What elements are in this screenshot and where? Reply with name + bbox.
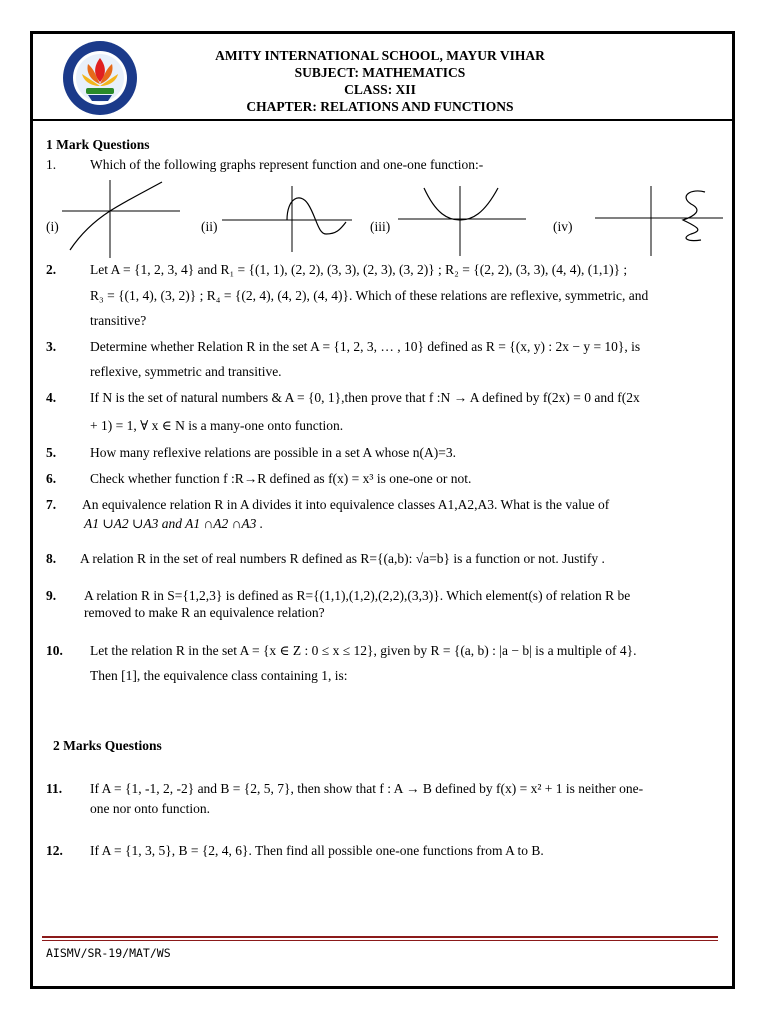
subject-title: SUBJECT: MATHEMATICS	[294, 65, 466, 80]
q6-text: Check whether function f :R→R defined as f(x) = x³ is one-one or not.	[90, 471, 472, 486]
header-divider	[33, 119, 732, 121]
q7-line1: An equivalence relation R in A divides it into equivalence classes A1,A2,A3. What is the value of	[82, 497, 610, 512]
graph-iv	[595, 186, 723, 256]
q2-line1: Let A = {1, 2, 3, 4} and R₁ = {(1, 1), (2, 2), (3, 3), (2, 3), (3, 2)} ; R₂ = {(2, 2), (3, 3), (4, 4), (1,1)} ;	[90, 262, 628, 277]
graph-i	[62, 180, 180, 258]
q6-number: 6.	[46, 471, 57, 486]
q2-line2: R₃ = {(1, 4), (3, 2)} ; R₄ = {(2, 4), (4, 2), (4, 4)}. Which of these relations are reflexive, symmetric, and	[90, 288, 649, 303]
graph-label-ii: (ii)	[201, 219, 218, 234]
graph-ii	[222, 186, 352, 252]
q12-text: If A = {1, 3, 5}, B = {2, 4, 6}. Then find all possible one-one functions from A to B.	[90, 843, 544, 858]
q1-text: Which of the following graphs represent function and one-one function:-	[90, 157, 484, 172]
q7-line2: A1 ∪A2 ∪A3 and A1 ∩A2 ∩A3 .	[84, 516, 264, 531]
q10-number: 10.	[46, 643, 63, 658]
q10-line1: Let the relation R in the set A = {x ∈ Z : 0 ≤ x ≤ 12}, given by R = {(a, b) : |a − b| is a multiple of 4}.	[90, 643, 637, 658]
q3-line2: reflexive, symmetric and transitive.	[90, 364, 282, 379]
q5-text: How many reflexive relations are possible in a set A whose n(A)=3.	[90, 445, 457, 460]
graph-label-i: (i)	[46, 219, 59, 234]
q4-line2: + 1) = 1, ∀ x ∈ N is a many-one onto function.	[90, 418, 344, 433]
q4-line1: If N is the set of natural numbers & A = {0, 1},then prove that f :N → A defined by f(2x) = 0 and f(2x	[90, 390, 640, 405]
q7-number: 7.	[46, 497, 57, 512]
q3-number: 3.	[46, 339, 57, 354]
q8-number: 8.	[46, 551, 57, 566]
q9-number: 9.	[46, 588, 57, 603]
graph-label-iv: (iv)	[553, 219, 573, 234]
q9-line2: removed to make R an equivalence relation?	[84, 605, 325, 620]
q4-number: 4.	[46, 390, 57, 405]
q2-line3: transitive?	[90, 313, 147, 328]
q1-number: 1.	[46, 157, 57, 172]
q5-number: 5.	[46, 445, 57, 460]
q12-number: 12.	[46, 843, 63, 858]
section-title-2marks: 2 Marks Questions	[53, 738, 162, 753]
class-title: CLASS: XII	[344, 82, 416, 97]
q2-number: 2.	[46, 262, 57, 277]
q11-number: 11.	[46, 781, 63, 796]
graph-label-iii: (iii)	[370, 219, 391, 234]
q3-line1: Determine whether Relation R in the set A = {1, 2, 3, … , 10} defined as R = {(x, y) : 2x − y = 10}, is	[90, 339, 641, 354]
footer-code: AISMV/SR-19/MAT/WS	[46, 946, 171, 960]
footer-rule	[42, 936, 718, 938]
school-logo-icon	[60, 38, 140, 118]
q8-text: A relation R in the set of real numbers R defined as R={(a,b): √a=b} is a function or not. Justify .	[80, 551, 605, 566]
q11-line2: one nor onto function.	[90, 801, 210, 816]
chapter-title: CHAPTER: RELATIONS AND FUNCTIONS	[246, 99, 514, 114]
section-title-1mark: 1 Mark Questions	[46, 137, 150, 152]
q10-line2: Then [1], the equivalence class containing 1, is:	[90, 668, 348, 683]
graph-iii	[398, 186, 526, 256]
q9-line1: A relation R in S={1,2,3} is defined as R={(1,1),(1,2),(2,2),(3,3)}. Which element(s) of relation R be	[84, 588, 631, 603]
footer-rule-thin	[42, 940, 718, 941]
q11-line1: If A = {1, -1, 2, -2} and B = {2, 5, 7}, then show that f : A → B defined by f(x) = x² + 1 is neither one-	[90, 781, 644, 796]
school-name: AMITY INTERNATIONAL SCHOOL, MAYUR VIHAR	[215, 48, 545, 63]
